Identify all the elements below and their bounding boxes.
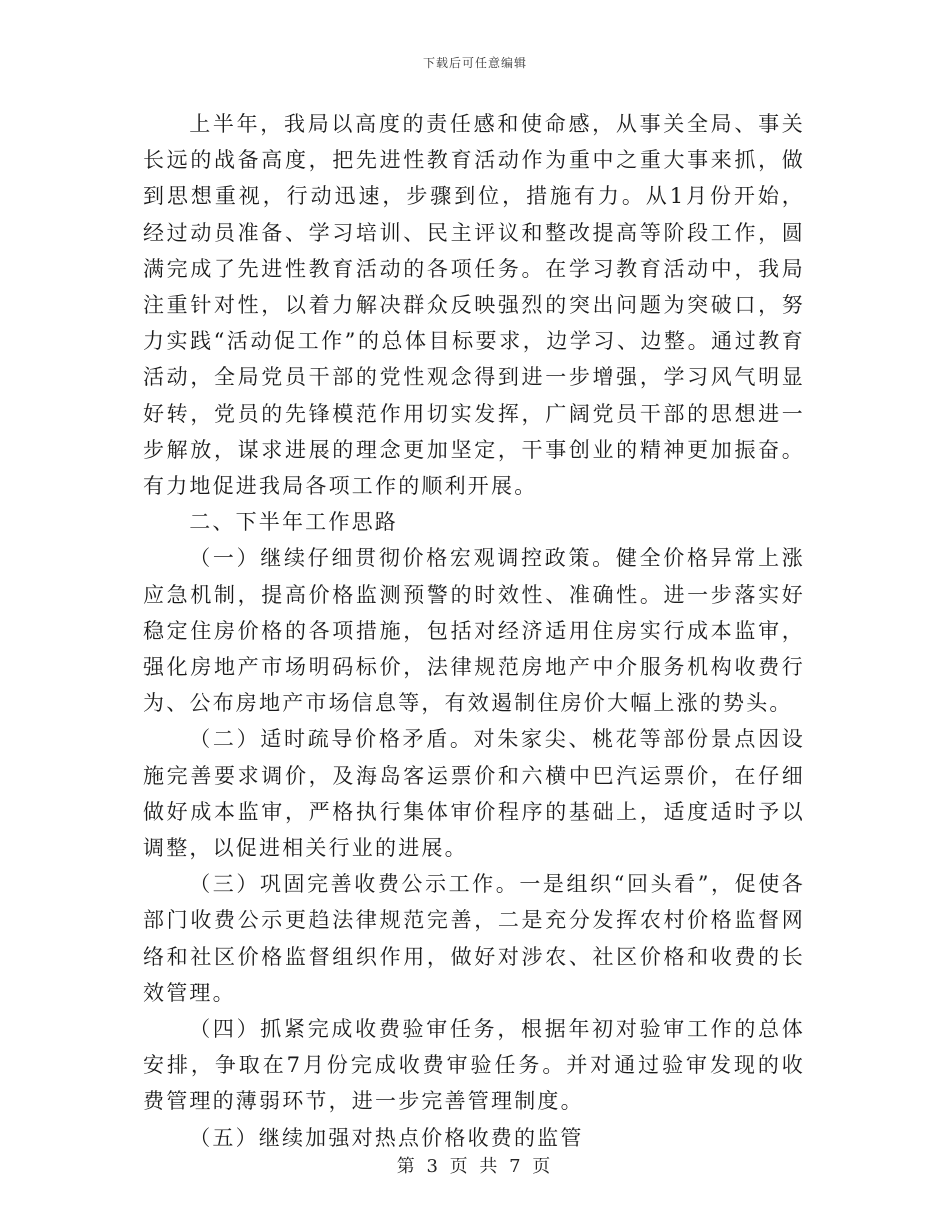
paragraph-item-4: （四）抓紧完成收费验审任务，根据年初对验审工作的总体安排，争取在7月份完成收费审验任务。并对通过验审发现的收费管理的薄弱环节，进一步完善管理制度。: [143, 1017, 805, 1114]
page-number: 第 3 页 共 7 页: [396, 1156, 554, 1177]
document-body: [143, 106, 805, 1156]
paragraph-item-5: （五）继续加强对热点价格收费的监管: [189, 1125, 584, 1150]
paragraph-item-3: （三）巩固完善收费公示工作。一是组织“回头看”，促使各部门收费公示更趋法律规范完善，二是充分发挥农村价格监督网络和社区价格监督组织作用，做好对涉农、社区价格和收费的长效管理。: [143, 872, 805, 1005]
paragraph-item-1: （一）继续仔细贯彻价格宏观调控政策。健全价格异常上涨应急机制，提高价格监测预警的时效性、准确性。进一步落实好稳定住房价格的各项措施，包括对经济适用住房实行成本监审，强化房地产市场明码标价，法律规范房地产中介服务机构收费行为、公布房地产市场信息等，有效遏制住房价大幅上涨的势头。: [143, 546, 805, 716]
section-heading: 二、下半年工作思路: [189, 510, 398, 535]
paragraph-summary: 上半年，我局以高度的责任感和使命感，从事关全局、事关长远的战备高度，把先进性教育活动作为重中之重大事来抓，做到思想重视，行动迅速，步骤到位，措施有力。从1月份开始，经过动员准备、学习培训、民主评议和整改提高等阶段工作，圆满完成了先进性教育活动的各项任务。在学习教育活动中，我局注重针对性，以着力解决群众反映强烈的突出问题为突破口，努力实践“活动促工作”的总体目标要求，边学习、边整。通过教育活动，全局党员干部的党性观念得到进一步增强，学习风气明显好转，党员的先锋模范作用切实发挥，广阔党员干部的思想进一步解放，谋求进展的理念更加坚定，干事创业的精神更加振奋。有力地促进我局各项工作的顺利开展。: [143, 112, 805, 499]
page-header: 下载后可任意编辑: [422, 56, 527, 70]
paragraph-item-2: （二）适时疏导价格矛盾。对朱家尖、桃花等部份景点因设施完善要求调价，及海岛客运票价和六横中巴汽运票价，在仔细做好成本监审，严格执行集体审价程序的基础上，适度适时予以调整，以促进相关行业的进展。: [143, 727, 805, 861]
